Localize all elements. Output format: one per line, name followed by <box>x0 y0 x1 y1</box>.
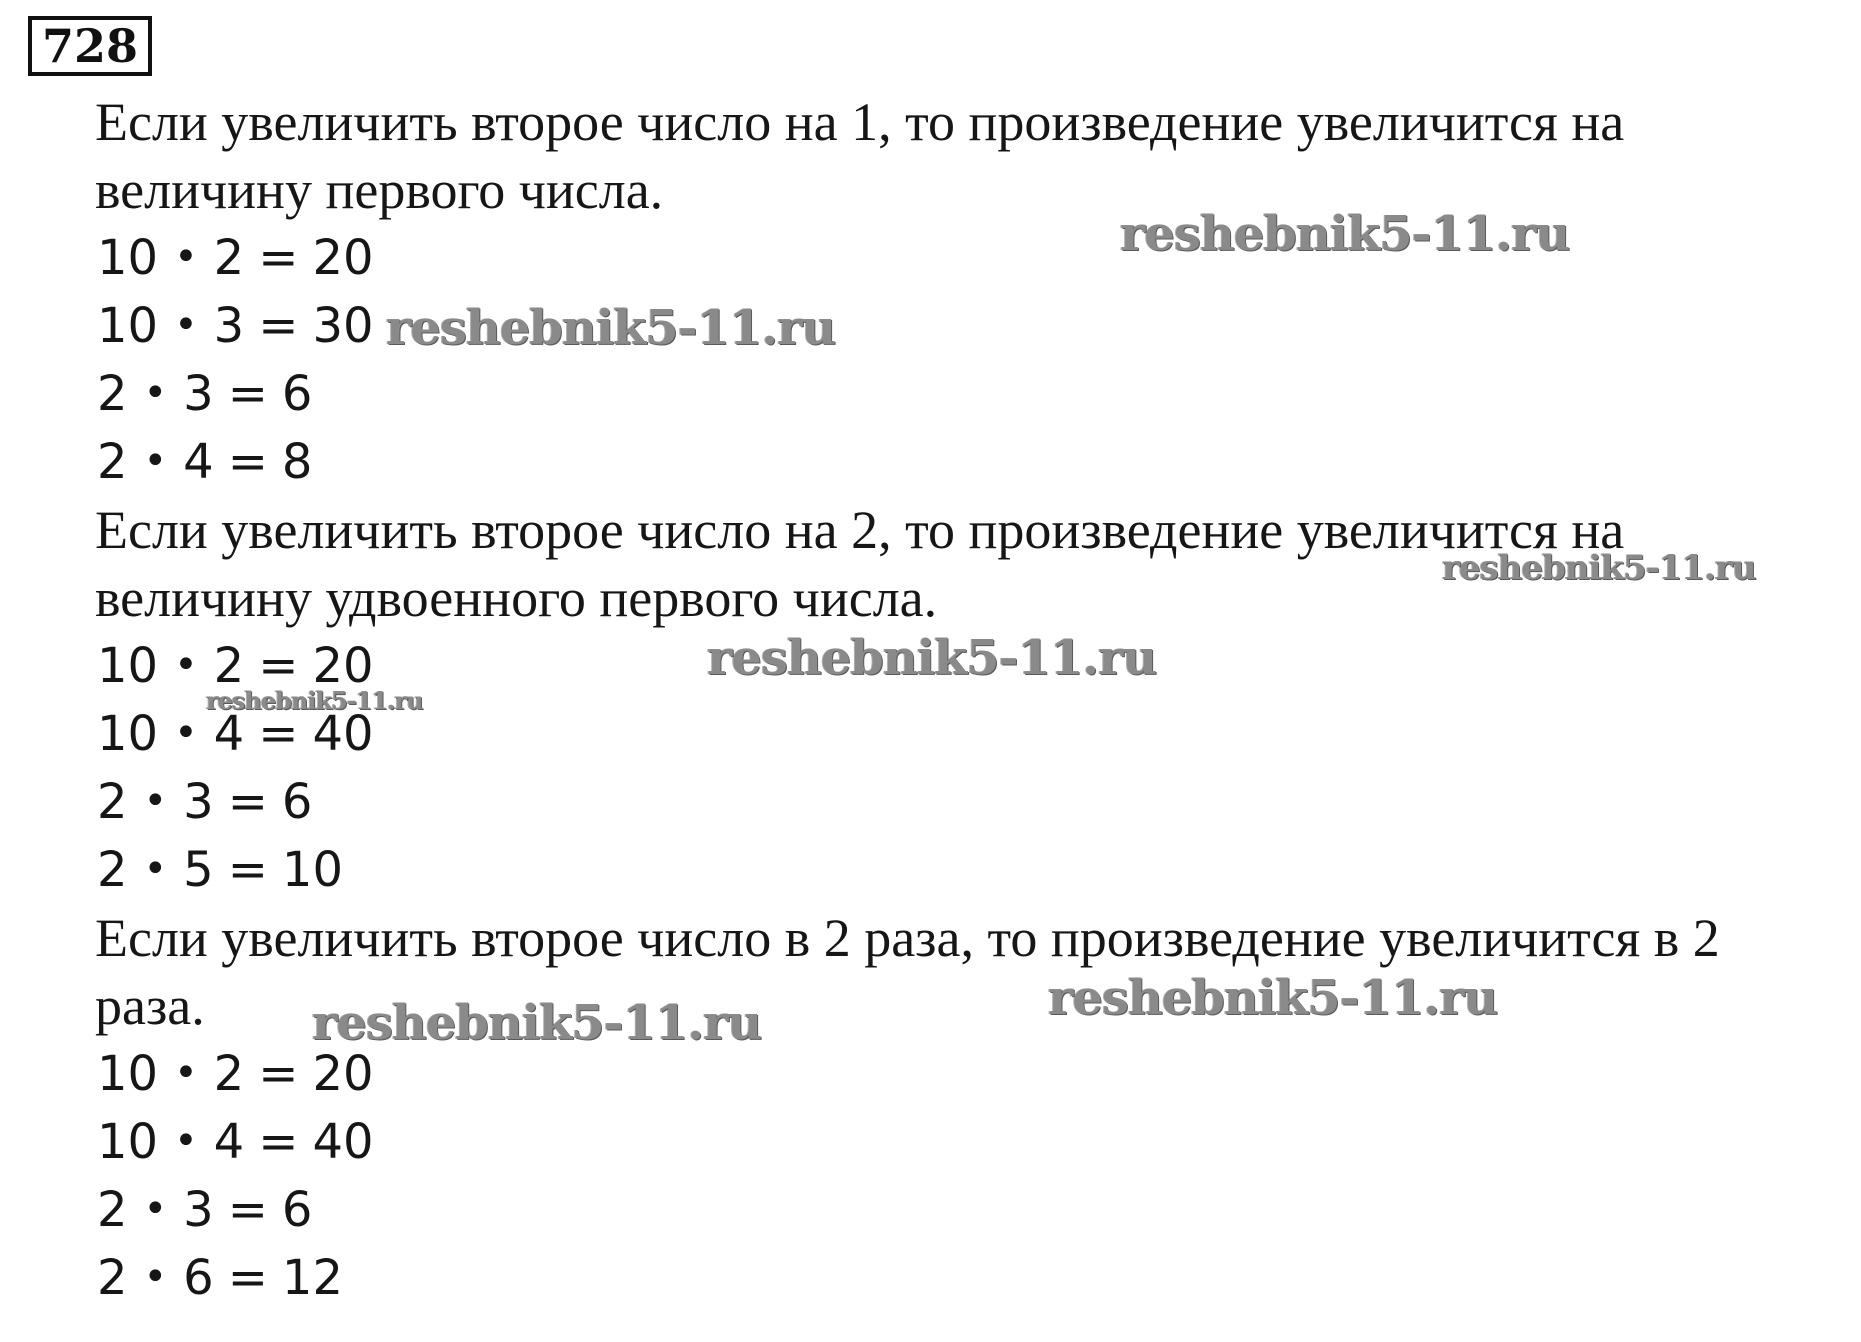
equation-line <box>97 1176 312 1247</box>
equals-sign: = <box>227 842 268 898</box>
watermark: reshebnik5-11.ru <box>1442 548 1756 588</box>
factor-b: 3 <box>183 1182 214 1238</box>
equals-sign: = <box>258 1046 299 1102</box>
rule-text-line: Если увеличить второе число в 2 раза, то произведение увеличится в 2 <box>95 908 1720 968</box>
multiply-sign: • <box>143 1254 168 1300</box>
product: 20 <box>312 1046 374 1102</box>
equation-line <box>97 292 374 363</box>
product: 8 <box>281 434 313 490</box>
factor-b: 6 <box>183 1250 214 1306</box>
factor-a: 10 <box>97 638 159 694</box>
equation-line <box>97 360 312 431</box>
product: 20 <box>312 638 374 694</box>
watermark: reshebnik5-11.ru <box>386 300 836 356</box>
factor-b: 3 <box>183 366 214 422</box>
multiply-sign: • <box>174 1118 198 1164</box>
rule-text-line: величину удвоенного первого числа. <box>95 568 938 628</box>
equation-line <box>97 1108 374 1179</box>
multiply-sign: • <box>174 1050 198 1096</box>
factor-b: 3 <box>213 298 245 354</box>
equals-sign: = <box>258 1114 299 1170</box>
multiply-sign: • <box>143 1186 168 1232</box>
equals-sign: = <box>258 638 299 694</box>
factor-a: 2 <box>97 1250 128 1306</box>
equals-sign: = <box>258 706 299 762</box>
product: 6 <box>281 774 313 830</box>
equals-sign: = <box>258 298 299 354</box>
factor-b: 2 <box>213 1046 245 1102</box>
factor-a: 2 <box>97 434 128 490</box>
watermark: reshebnik5-11.ru <box>1048 970 1498 1026</box>
factor-b: 4 <box>213 706 245 762</box>
equation-line <box>97 1244 343 1315</box>
product: 20 <box>312 230 374 286</box>
multiply-sign: • <box>174 234 198 280</box>
watermark: reshebnik5-11.ru <box>206 686 423 715</box>
product: 40 <box>312 1114 374 1170</box>
equation-line <box>97 768 312 839</box>
factor-a: 10 <box>97 1046 159 1102</box>
rule-text-line: раза. <box>95 976 205 1036</box>
problem-number-box: 728 <box>28 16 152 76</box>
product: 6 <box>281 1182 313 1238</box>
equals-sign: = <box>227 434 268 490</box>
watermark: reshebnik5-11.ru <box>1120 206 1570 262</box>
multiply-sign: • <box>174 642 198 688</box>
equals-sign: = <box>227 366 268 422</box>
rule-text-line: Если увеличить второе число на 2, то произведение увеличится на <box>95 500 1625 560</box>
equals-sign: = <box>258 230 299 286</box>
watermark: reshebnik5-11.ru <box>312 995 762 1051</box>
factor-b: 2 <box>213 638 245 694</box>
factor-a: 2 <box>97 842 128 898</box>
factor-a: 10 <box>97 298 159 354</box>
product: 30 <box>312 298 374 354</box>
factor-b: 4 <box>213 1114 245 1170</box>
product: 6 <box>281 366 313 422</box>
factor-b: 3 <box>183 774 214 830</box>
rule-text-line: Если увеличить второе число на 1, то произведение увеличится на <box>95 92 1625 152</box>
factor-b: 5 <box>183 842 214 898</box>
factor-a: 2 <box>97 774 128 830</box>
equals-sign: = <box>227 774 268 830</box>
product: 10 <box>281 842 343 898</box>
factor-a: 10 <box>97 230 159 286</box>
product: 40 <box>312 706 374 762</box>
rule-text-line: величину первого числа. <box>95 160 664 220</box>
factor-a: 2 <box>97 366 128 422</box>
product: 12 <box>281 1250 343 1306</box>
factor-b: 2 <box>213 230 245 286</box>
factor-b: 4 <box>183 434 214 490</box>
multiply-sign: • <box>174 710 198 756</box>
equation-line <box>97 836 343 907</box>
multiply-sign: • <box>143 846 168 892</box>
factor-a: 10 <box>97 706 159 762</box>
multiply-sign: • <box>174 302 198 348</box>
equals-sign: = <box>227 1182 268 1238</box>
multiply-sign: • <box>143 778 168 824</box>
factor-a: 10 <box>97 1114 159 1170</box>
equation-line <box>97 428 312 499</box>
watermark: reshebnik5-11.ru <box>707 630 1157 686</box>
multiply-sign: • <box>143 438 168 484</box>
multiply-sign: • <box>143 370 168 416</box>
equation-line <box>97 224 374 295</box>
factor-a: 2 <box>97 1182 128 1238</box>
equals-sign: = <box>227 1250 268 1306</box>
